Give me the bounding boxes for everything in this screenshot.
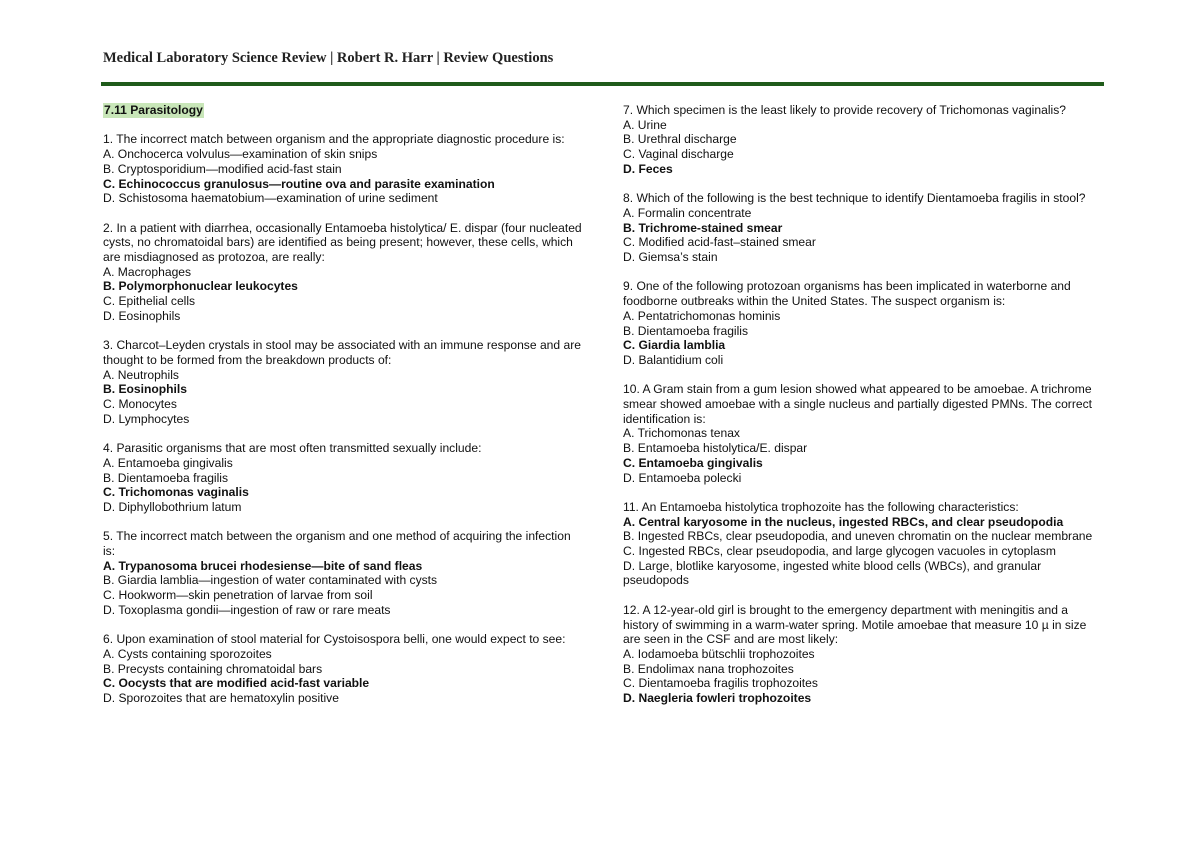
correct-answer-option: C. Echinococcus granulosus—routine ova and parasite examination — [103, 176, 495, 191]
answer-option: B. Dientamoeba fragilis — [623, 323, 749, 338]
answer-option: B. Endolimax nana trophozoites — [623, 661, 794, 676]
question-stem: 2. In a patient with diarrhea, occasionally Entamoeba histolytica/ E. dispar (four nucleated cysts, no chromatoidal bars) are identified as being present; however, these cells, which are misdiagnosed as protozoa, are really: — [103, 220, 582, 264]
answer-option: B. Dientamoeba fragilis — [103, 470, 229, 485]
answer-option: B. Cryptosporidium—modified acid-fast stain — [103, 161, 342, 176]
right-column — [623, 103, 1103, 720]
correct-answer-option: C. Entamoeba gingivalis — [623, 455, 763, 470]
answer-option: D. Giemsa’s stain — [623, 250, 718, 265]
left-question-list — [103, 132, 583, 705]
answer-option: A. Onchocerca volvulus—examination of skin snips — [103, 147, 378, 162]
answer-option: D. Eosinophils — [103, 308, 181, 323]
question-stem: 4. Parasitic organisms that are most often transmitted sexually include: — [103, 441, 482, 456]
answer-option: D. Entamoeba polecki — [623, 470, 742, 485]
question-stem: 7. Which specimen is the least likely to provide recovery of Trichomonas vaginalis? — [623, 103, 1066, 117]
question-stem: 8. Which of the following is the best technique to identify Dientamoeba fragilis in stool? — [623, 191, 1086, 206]
question-item — [103, 132, 583, 206]
question-item — [623, 603, 1103, 706]
answer-option: D. Lymphocytes — [103, 411, 190, 426]
question-item — [103, 441, 583, 515]
answer-option: A. Cysts containing sporozoites — [103, 646, 272, 661]
correct-answer-option: C. Trichomonas vaginalis — [103, 485, 249, 500]
question-stem: 6. Upon examination of stool material for Cystoisospora belli, one would expect to see: — [103, 632, 566, 647]
question-item — [103, 632, 583, 706]
question-item — [103, 338, 583, 426]
answer-option: C. Ingested RBCs, clear pseudopodia, and large glycogen vacuoles in cytoplasm — [623, 544, 1056, 559]
answer-option: A. Formalin concentrate — [623, 205, 752, 220]
question-item — [103, 221, 583, 324]
question-stem: 12. A 12-year-old girl is brought to the emergency department with meningitis and a history of swimming in a warm-water spring. Motile amoebae that measure 10 µ in size are seen in the CSF and are most likely: — [623, 602, 1087, 647]
document-header: Medical Laboratory Science Review | Robert R. Harr | Review Questions — [103, 50, 554, 66]
question-stem: 9. One of the following protozoan organisms has been implicated in waterborne and foodborne outbreaks within the United States. The suspect organism is: — [623, 279, 1071, 309]
section-title: 7.11 Parasitology — [104, 103, 203, 117]
answer-option: C. Hookworm—skin penetration of larvae from soil — [103, 588, 373, 603]
answer-option: D. Large, blotlike karyosome, ingested white blood cells (WBCs), and granular pseudopods — [623, 558, 1042, 588]
answer-option: C. Monocytes — [103, 397, 177, 412]
question-stem: 3. Charcot–Leyden crystals in stool may be associated with an immune response and are thought to be formed from the breakdown products of: — [103, 338, 581, 367]
answer-option: A. Entamoeba gingivalis — [103, 455, 233, 470]
right-question-list — [623, 103, 1103, 706]
answer-option: A. Macrophages — [103, 264, 192, 279]
correct-answer-option: C. Oocysts that are modified acid-fast variable — [103, 676, 370, 691]
correct-answer-option: D. Feces — [623, 161, 673, 176]
answer-option: A. Iodamoeba bütschlii trophozoites — [623, 646, 815, 661]
correct-answer-option: B. Trichrome-stained smear — [623, 220, 783, 235]
answer-option: B. Entamoeba histolytica/E. dispar — [623, 441, 808, 456]
question-stem: 5. The incorrect match between the organism and one method of acquiring the infection is: — [103, 529, 571, 559]
question-item — [623, 279, 1103, 367]
answer-option: D. Toxoplasma gondii—ingestion of raw or rare meats — [103, 602, 391, 617]
correct-answer-option: A. Central karyosome in the nucleus, ingested RBCs, and clear pseudopodia — [623, 514, 1064, 529]
correct-answer-option: A. Trypanosoma brucei rhodesiense—bite of sand fleas — [103, 558, 423, 573]
answer-option: A. Trichomonas tenax — [623, 426, 740, 441]
question-item — [623, 500, 1103, 588]
answer-option: D. Balantidium coli — [623, 352, 724, 367]
question-stem: 11. An Entamoeba histolytica trophozoite has the following characteristics: — [623, 499, 1019, 514]
question-item — [103, 529, 583, 617]
correct-answer-option: B. Polymorphonuclear leukocytes — [103, 279, 298, 294]
answer-option: B. Precysts containing chromatoidal bars — [103, 661, 323, 676]
question-item — [623, 191, 1103, 265]
question-stem: 10. A Gram stain from a gum lesion showed what appeared to be amoebae. A trichrome smear showed amoebae with a single nucleus and partially digested PMNs. The correct identification is: — [623, 382, 1092, 426]
answer-option: B. Ingested RBCs, clear pseudopodia, and uneven chromatin on the nuclear membrane — [623, 529, 1093, 544]
question-stem: 1. The incorrect match between organism and the appropriate diagnostic procedure is: — [103, 132, 565, 147]
answer-option: A. Pentatrichomonas hominis — [623, 308, 781, 323]
question-item — [623, 103, 1103, 177]
answer-option: D. Diphyllobothrium latum — [103, 499, 242, 514]
correct-answer-option: D. Naegleria fowleri trophozoites — [623, 691, 812, 706]
correct-answer-option: B. Eosinophils — [103, 382, 187, 397]
answer-option: A. Neutrophils — [103, 367, 179, 382]
question-item — [623, 382, 1103, 485]
answer-option: B. Urethral discharge — [623, 132, 737, 147]
answer-option: C. Vaginal discharge — [623, 147, 734, 162]
answer-option: D. Sporozoites that are hematoxylin positive — [103, 691, 339, 706]
left-column — [103, 103, 583, 720]
answer-option: C. Dientamoeba fragilis trophozoites — [623, 676, 818, 691]
correct-answer-option: C. Giardia lamblia — [623, 338, 726, 353]
answer-option: A. Urine — [623, 117, 667, 132]
answer-option: C. Modified acid-fast–stained smear — [623, 235, 816, 250]
header-divider — [101, 82, 1104, 86]
answer-option: B. Giardia lamblia—ingestion of water contaminated with cysts — [103, 573, 438, 588]
answer-option: C. Epithelial cells — [103, 294, 196, 309]
answer-option: D. Schistosoma haematobium—examination of urine sediment — [103, 191, 438, 206]
